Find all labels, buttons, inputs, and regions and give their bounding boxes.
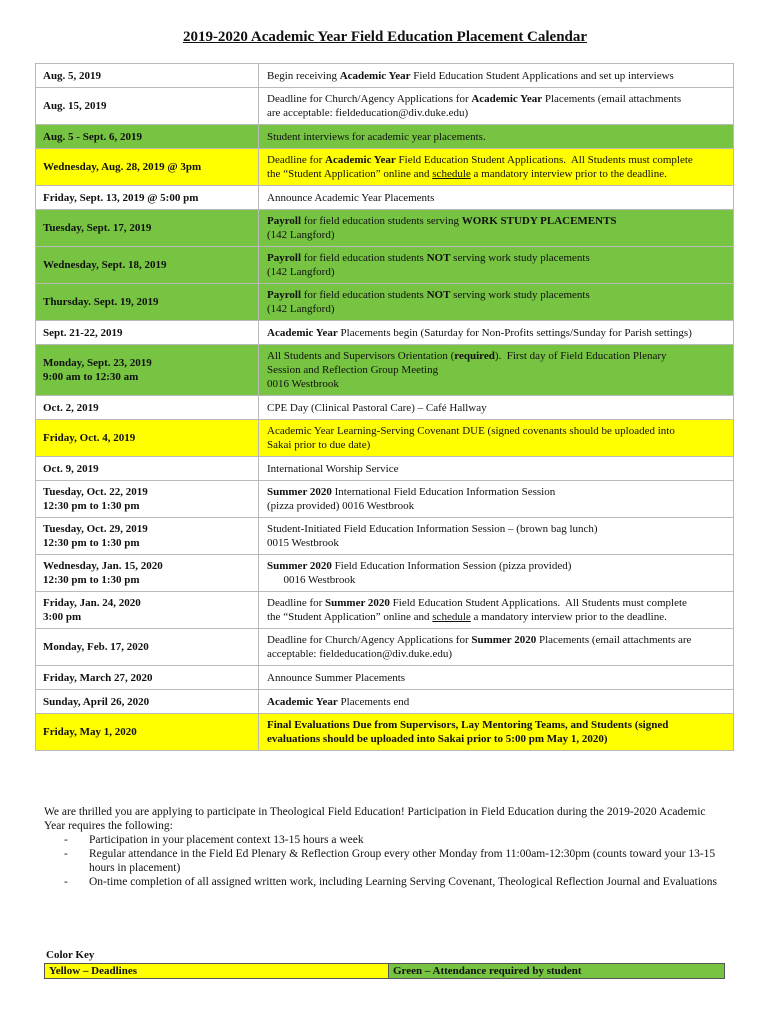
event-description	[259, 420, 734, 457]
event-description-line	[267, 522, 725, 536]
intro-section	[44, 805, 724, 889]
event-description-segment: Academic Year	[267, 326, 338, 339]
event-description	[259, 518, 734, 555]
event-description-segment: Student interviews for academic year placements.	[267, 130, 486, 143]
event-description-line	[267, 596, 725, 610]
event-date-line: Sept. 21-22, 2019	[43, 326, 123, 339]
event-description-segment: Sakai prior to due date)	[267, 439, 371, 451]
calendar-body	[36, 64, 734, 751]
event-description-segment: Field Education Student Applications. All Students must complete	[395, 154, 693, 166]
event-description-line	[267, 288, 725, 302]
event-description-segment: Summer 2020	[267, 560, 332, 572]
event-date	[36, 210, 259, 247]
event-description-segment: CPE Day (Clinical Pastoral Care) – Café Hallway	[267, 401, 487, 414]
event-description	[259, 247, 734, 284]
event-description-segment: a mandatory interview prior to the deadline.	[470, 168, 667, 180]
calendar-row	[36, 125, 734, 149]
event-date-line: Sunday, April 26, 2020	[43, 695, 150, 708]
event-description-segment: acceptable: fieldeducation@div.duke.edu)	[267, 648, 453, 660]
calendar-row	[36, 186, 734, 210]
event-description-segment: Placements (email attachments are	[536, 634, 692, 646]
event-description-segment: Summer 2020	[267, 486, 332, 498]
requirement-item	[44, 833, 724, 847]
event-description-segment: 0016 Westbrook	[267, 378, 339, 390]
event-description-segment: the “Student Application” online and	[267, 168, 433, 180]
event-description-segment: Announce Summer Placements	[267, 671, 406, 684]
event-description-segment: (142 Langford)	[267, 266, 335, 278]
event-date-line: Friday, Jan. 24, 2020	[43, 597, 141, 609]
event-date-line: Aug. 5, 2019	[43, 69, 102, 82]
event-date	[36, 149, 259, 186]
event-description-segment: for field education students	[301, 252, 427, 264]
event-description-segment: (142 Langford)	[267, 229, 335, 241]
event-description-line	[267, 573, 725, 587]
event-description-segment: International Field Education Information Session	[331, 486, 556, 498]
event-description	[259, 345, 734, 396]
event-description-segment: Begin receiving	[267, 69, 340, 82]
event-description-segment: schedule	[432, 611, 471, 623]
event-description-line	[267, 647, 725, 661]
calendar-row	[36, 481, 734, 518]
event-description-segment: Final Evaluations Due from Supervisors, Lay Mentoring Teams, and Students (signed	[267, 719, 669, 731]
event-date	[36, 518, 259, 555]
calendar-row	[36, 247, 734, 284]
event-date-line: Tuesday, Oct. 22, 2019	[43, 486, 148, 498]
event-description	[259, 714, 734, 751]
event-description	[259, 125, 734, 149]
requirement-text: On-time completion of all assigned written work, including Learning Serving Covenant, Theological Reflection Journal and Evaluations	[89, 876, 717, 888]
calendar-row	[36, 64, 734, 88]
event-description-segment: Session and Reflection Group Meeting	[267, 364, 439, 376]
event-date	[36, 420, 259, 457]
event-description-line	[267, 302, 725, 316]
event-description-segment: Payroll	[267, 215, 302, 227]
event-description-line	[267, 732, 725, 746]
event-description-line	[267, 106, 725, 120]
event-description	[259, 284, 734, 321]
event-description-line	[267, 559, 725, 573]
event-date-line: Friday, May 1, 2020	[43, 726, 137, 738]
event-description-segment: Student-Initiated Field Education Information Session – (brown bag lunch)	[267, 523, 598, 535]
event-date-line: Oct. 2, 2019	[43, 401, 99, 414]
event-description-line	[267, 401, 725, 415]
intro-paragraph: We are thrilled you are applying to participate in Theological Field Education! Participation in Field Education during the 2019-2020 Academic Year requires the following:	[44, 806, 706, 832]
event-description-line	[267, 251, 725, 265]
calendar-row	[36, 210, 734, 247]
event-description	[259, 149, 734, 186]
bullet-dash: -	[64, 848, 68, 860]
event-description-line	[267, 485, 725, 499]
requirements-list	[44, 833, 724, 889]
calendar-row	[36, 396, 734, 420]
event-description	[259, 88, 734, 125]
event-date	[36, 592, 259, 629]
event-date-line: 12:30 pm to 1:30 pm	[43, 574, 140, 586]
event-description-segment: Academic Year Learning-Serving Covenant DUE (signed covenants should be uploaded into	[267, 425, 675, 437]
bullet-dash: -	[64, 876, 68, 888]
color-key-table	[44, 963, 725, 979]
event-description-line	[267, 462, 725, 476]
event-date-line: Wednesday, Aug. 28, 2019 @ 3pm	[43, 161, 202, 173]
event-date-line: Tuesday, Sept. 17, 2019	[43, 222, 152, 234]
event-date-line: Wednesday, Sept. 18, 2019	[43, 259, 167, 271]
event-description-segment: Summer 2020	[325, 597, 390, 609]
calendar-row	[36, 345, 734, 396]
event-date-line: Aug. 5 - Sept. 6, 2019	[43, 130, 143, 143]
event-description-line	[267, 265, 725, 279]
event-description-segment: schedule	[432, 168, 471, 180]
event-date	[36, 714, 259, 751]
event-date-line: Aug. 15, 2019	[43, 100, 107, 112]
event-date-line: 12:30 pm to 1:30 pm	[43, 500, 140, 512]
event-date-line: Friday, March 27, 2020	[43, 671, 153, 684]
event-description-segment: Placements (email attachments	[542, 93, 682, 105]
calendar-row	[36, 149, 734, 186]
event-description-line	[267, 424, 725, 438]
color-key-yellow: Yellow – Deadlines	[45, 964, 389, 979]
event-description-segment: Field Education Information Session (pizza provided)	[331, 560, 572, 572]
calendar-row	[36, 714, 734, 751]
event-description-segment: (pizza provided) 0016 Westbrook	[267, 500, 415, 512]
event-description-line	[267, 228, 725, 242]
event-description-segment: NOT	[426, 252, 451, 264]
event-description-segment: Field Education Student Applications and set up interviews	[410, 69, 674, 82]
event-description-line	[267, 326, 725, 340]
event-date	[36, 481, 259, 518]
event-description	[259, 555, 734, 592]
event-description-line	[267, 214, 725, 228]
event-date-line: Tuesday, Oct. 29, 2019	[43, 523, 148, 535]
requirement-text: Participation in your placement context 13-15 hours a week	[89, 834, 364, 846]
event-description-segment: Payroll	[267, 252, 302, 264]
event-description-segment: serving work study placements	[450, 252, 590, 264]
event-description-line	[267, 167, 725, 181]
event-description-segment: Announce Academic Year Placements	[267, 191, 435, 204]
event-description-line	[267, 695, 725, 709]
event-date	[36, 666, 259, 690]
event-description-segment: Placements begin (Saturday for Non-Profits settings/Sunday for Parish settings)	[337, 326, 692, 339]
event-date-line: Monday, Sept. 23, 2019	[43, 357, 152, 369]
requirement-item	[44, 847, 724, 875]
event-description-line	[267, 153, 725, 167]
event-date	[36, 186, 259, 210]
event-description-segment: Deadline for Church/Agency Applications for	[267, 93, 472, 105]
page-title: 2019-2020 Academic Year Field Education Placement Calendar	[182, 29, 588, 45]
calendar-row	[36, 592, 734, 629]
event-description-segment: Placements end	[337, 695, 410, 708]
event-description-segment: Academic Year	[339, 69, 411, 82]
event-description	[259, 457, 734, 481]
event-date	[36, 396, 259, 420]
event-description-segment: Deadline for	[267, 597, 326, 609]
event-date-line: Monday, Feb. 17, 2020	[43, 641, 149, 653]
event-date	[36, 247, 259, 284]
event-description-segment: serving work study placements	[450, 289, 590, 301]
event-description-segment: for field education students serving	[301, 215, 462, 227]
event-description-line	[267, 377, 725, 391]
event-date-line: 9:00 am to 12:30 am	[43, 371, 139, 383]
event-description	[259, 481, 734, 518]
event-description	[259, 396, 734, 420]
event-description	[259, 666, 734, 690]
event-date-line: Oct. 9, 2019	[43, 462, 99, 475]
event-description-segment: required	[454, 350, 495, 362]
color-key-green: Green – Attendance required by student	[389, 964, 725, 979]
calendar-row	[36, 284, 734, 321]
event-description-segment: WORK STUDY PLACEMENTS	[461, 215, 617, 227]
event-description	[259, 629, 734, 666]
event-description-segment: 0016 Westbrook	[267, 574, 356, 586]
event-description	[259, 321, 734, 345]
calendar-row	[36, 321, 734, 345]
event-date-line: Wednesday, Jan. 15, 2020	[43, 560, 163, 572]
event-description-line	[267, 92, 725, 106]
calendar-row	[36, 457, 734, 481]
event-description-segment: NOT	[426, 289, 451, 301]
event-description-segment: the “Student Application” online and	[267, 611, 433, 623]
event-date	[36, 284, 259, 321]
event-description-line	[267, 718, 725, 732]
event-date	[36, 125, 259, 149]
bullet-dash: -	[64, 834, 68, 846]
calendar-table	[35, 63, 734, 751]
event-description-line	[267, 633, 725, 647]
color-key-label: Color Key	[46, 949, 95, 961]
event-description	[259, 210, 734, 247]
event-description-line	[267, 191, 725, 205]
calendar-row	[36, 88, 734, 125]
event-description-segment: evaluations should be uploaded into Sakai prior to 5:00 pm May 1, 2020)	[267, 733, 608, 745]
calendar-row	[36, 690, 734, 714]
event-description	[259, 64, 734, 88]
calendar-row	[36, 518, 734, 555]
event-description-line	[267, 363, 725, 377]
event-description-line	[267, 438, 725, 452]
event-description-line	[267, 610, 725, 624]
event-description	[259, 592, 734, 629]
event-date	[36, 690, 259, 714]
event-description-segment: a mandatory interview prior to the deadline.	[470, 611, 667, 623]
event-date	[36, 457, 259, 481]
event-date	[36, 88, 259, 125]
event-date	[36, 555, 259, 592]
event-description-segment: Payroll	[267, 289, 302, 301]
event-description-segment: International Worship Service	[267, 462, 399, 475]
event-date-line: Friday, Oct. 4, 2019	[43, 432, 136, 444]
event-date-line: 12:30 pm to 1:30 pm	[43, 537, 140, 549]
event-description-segment: (142 Langford)	[267, 303, 335, 315]
calendar-row	[36, 555, 734, 592]
event-description-segment: for field education students	[301, 289, 427, 301]
event-date-line: 3:00 pm	[43, 611, 82, 623]
event-description-segment: Academic Year	[325, 154, 396, 166]
event-description-segment: Academic Year	[267, 695, 338, 708]
event-description-segment: Deadline for	[267, 154, 326, 166]
event-description-segment: 0015 Westbrook	[267, 537, 339, 549]
event-date-line: Friday, Sept. 13, 2019 @ 5:00 pm	[43, 191, 199, 204]
event-description-segment: Deadline for Church/Agency Applications for	[267, 634, 472, 646]
event-description-line	[267, 536, 725, 550]
calendar-row	[36, 629, 734, 666]
calendar-row	[36, 420, 734, 457]
event-description-line	[267, 349, 725, 363]
event-description-segment: Summer 2020	[471, 634, 537, 646]
requirement-text: Regular attendance in the Field Ed Plenary & Reflection Group every other Monday from 11:00am-12:30pm (counts toward your 13-15 hours in placement)	[89, 848, 716, 874]
event-description-line	[267, 499, 725, 513]
event-description-segment: are acceptable: fieldeducation@div.duke.edu)	[267, 107, 469, 119]
event-description	[259, 186, 734, 210]
event-description-segment: Field Education Student Applications. All Students must complete	[389, 597, 687, 609]
event-date-line: Thursday. Sept. 19, 2019	[43, 296, 159, 308]
event-description	[259, 690, 734, 714]
requirement-item	[44, 875, 724, 889]
event-date	[36, 629, 259, 666]
calendar-row	[36, 666, 734, 690]
event-description-line	[267, 130, 725, 144]
event-date	[36, 321, 259, 345]
event-date	[36, 345, 259, 396]
event-description-line	[267, 69, 725, 83]
event-description-segment: ). First day of Field Education Plenary	[494, 350, 667, 362]
event-description-segment: All Students and Supervisors Orientation (	[267, 350, 455, 362]
event-date	[36, 64, 259, 88]
event-description-line	[267, 671, 725, 685]
event-description-segment: Academic Year	[471, 93, 543, 105]
